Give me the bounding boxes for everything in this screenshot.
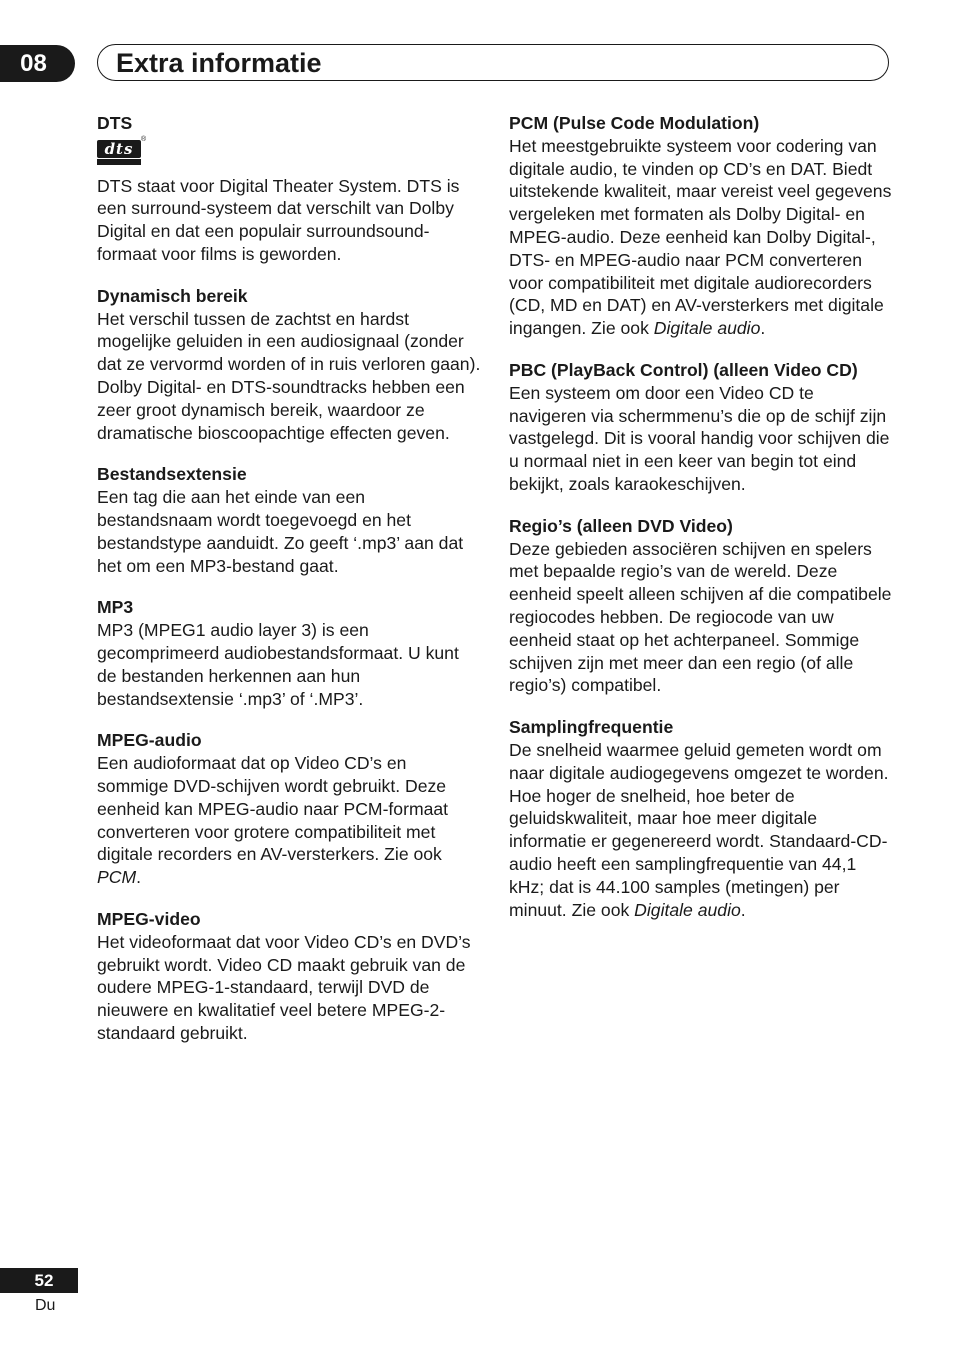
entry-text: DTS staat voor Digital Theater System. DTS is een surround-systeem dat verschilt van Dolby Digital en dat een populair surroundsound-formaat voor films is geworden. xyxy=(97,175,460,264)
entry-term: MPEG-video xyxy=(97,908,201,929)
page-number: 52 xyxy=(0,1268,78,1293)
entry-cross-reference: PCM xyxy=(97,867,137,888)
page-language: Du xyxy=(35,1297,56,1314)
glossary-entry-pcm xyxy=(509,112,894,340)
entry-text-block xyxy=(97,752,482,889)
entry-term: Dynamisch bereik xyxy=(97,285,248,306)
glossary-entry-dynamisch-bereik xyxy=(97,285,482,445)
chapter-title: Extra informatie xyxy=(116,48,322,78)
entry-text: Het videoformaat dat voor Video CD’s en DVD’s gebruikt wordt. Video CD maakt gebruik van de oudere MPEG-1-standaard, terwijl DVD de nieuwere en kwalitatief veel betere MPEG-2-standaard gebruikt. xyxy=(97,931,471,1043)
entry-text-end: . xyxy=(760,318,766,339)
entry-term: MP3 xyxy=(97,597,134,618)
dts-logo-registered-mark: ® xyxy=(141,135,147,143)
dts-logo-subtext xyxy=(97,159,141,165)
left-column xyxy=(97,112,482,1064)
entry-text: Een systeem om door een Video CD te navigeren via schermmenu’s die op de schijf zijn vastgelegd. Dit is vooral handig voor schijven die u normaal niet in een keer van begin tot eind bekijkt, zoals karaokeschijven. xyxy=(509,382,890,494)
glossary-entry-mp3 xyxy=(97,596,482,710)
glossary-entry-dts xyxy=(97,112,482,266)
entry-text: De snelheid waarmee geluid gemeten wordt om naar digitale audiogegevens omgezet te worden. Hoe hoger de snelheid, hoe beter de geluidskwaliteit, maar hoe meer digitale informatie er gegenereerd wordt. Standaard-CD-audio heeft een samplingfrequentie van 44,1 kHz; dat is 44.100 samples (metingen) per minuut. Zie ook xyxy=(509,739,889,920)
entry-text: Het verschil tussen de zachtst en hardst mogelijke geluiden in een audiosignaal (zonder dat ze vervormd worden of in ruis verloren gaan). Dolby Digital- en DTS-soundtracks hebben een zeer groot dynamisch bereik, waardoor ze dramatische bioscoopachtige effecten geven. xyxy=(97,308,481,443)
entry-text: Een audioformaat dat op Video CD’s en sommige DVD-schijven wordt gebruikt. Deze eenheid kan MPEG-audio naar PCM-formaat converteren voor grotere compatibiliteit met digitale recorders en AV-versterkers. Zie ook xyxy=(97,753,449,865)
entry-text-block xyxy=(509,135,894,340)
entry-text-end: . xyxy=(740,899,746,920)
right-column xyxy=(509,112,894,940)
entry-cross-reference: Digitale audio xyxy=(634,899,741,920)
glossary-entry-mpeg-video xyxy=(97,908,482,1045)
entry-text: MP3 (MPEG1 audio layer 3) is een gecomprimeerd audiobestandsformaat. U kunt de bestanden herkennen aan hun bestandsextensie ‘.mp3’ of ‘.MP3’. xyxy=(97,620,459,709)
glossary-entry-regios xyxy=(509,515,894,697)
entry-cross-reference: Digitale audio xyxy=(653,318,761,339)
glossary-entry-samplingfrequentie xyxy=(509,716,894,921)
glossary-entry-pbc xyxy=(509,359,894,496)
entry-text: Een tag die aan het einde van een bestandsnaam wordt toegevoegd en het bestandstype aanduidt. Zo geeft ‘.mp3’ aan dat het om een MP3-bestand gaat. xyxy=(97,487,464,576)
glossary-entry-mpeg-audio xyxy=(97,729,482,889)
entry-term: PCM (Pulse Code Modulation) xyxy=(509,113,760,133)
chapter-title-box xyxy=(97,44,889,81)
entry-term: DTS xyxy=(97,113,133,133)
entry-term: Bestandsextensie xyxy=(97,464,247,485)
entry-text: Deze gebieden associëren schijven en spelers met bepaalde regio’s van de wereld. Deze eenheid speelt alleen schijven af die compatibele regiocodes hebben. De regiocode van uw eenheid staat op het achterpaneel. Sommige schijven zijn met meer dan een regio (of alle regio’s) compatibel. xyxy=(509,538,892,696)
entry-text: Het meestgebruikte systeem voor codering van digitale audio, te vinden op CD’s en DAT. Biedt uitstekende kwaliteit, maar vereist veel gegevens vergeleken met formaten als Dolby Digital- en MPEG-audio. Deze eenheid kan Dolby Digital-, DTS- en MPEG-audio naar PCM converteren voor compatibiliteit met digitale audiorecorders (CD, MD en DAT) en AV-versterkers met digitale ingangen. Zie ook xyxy=(509,135,892,339)
dts-logo-icon xyxy=(97,135,147,166)
entry-term: MPEG-audio xyxy=(97,730,202,751)
chapter-number: 08 xyxy=(0,45,75,82)
entry-term: Regio’s (alleen DVD Video) xyxy=(509,515,733,536)
entry-text-end: . xyxy=(136,867,141,888)
entry-term: PBC (PlayBack Control) (alleen Video CD) xyxy=(509,359,858,380)
dts-logo-wordmark: dts xyxy=(97,140,141,158)
entry-term: Samplingfrequentie xyxy=(509,717,674,738)
entry-text-block xyxy=(509,739,894,921)
glossary-entry-bestandsextensie xyxy=(97,463,482,577)
